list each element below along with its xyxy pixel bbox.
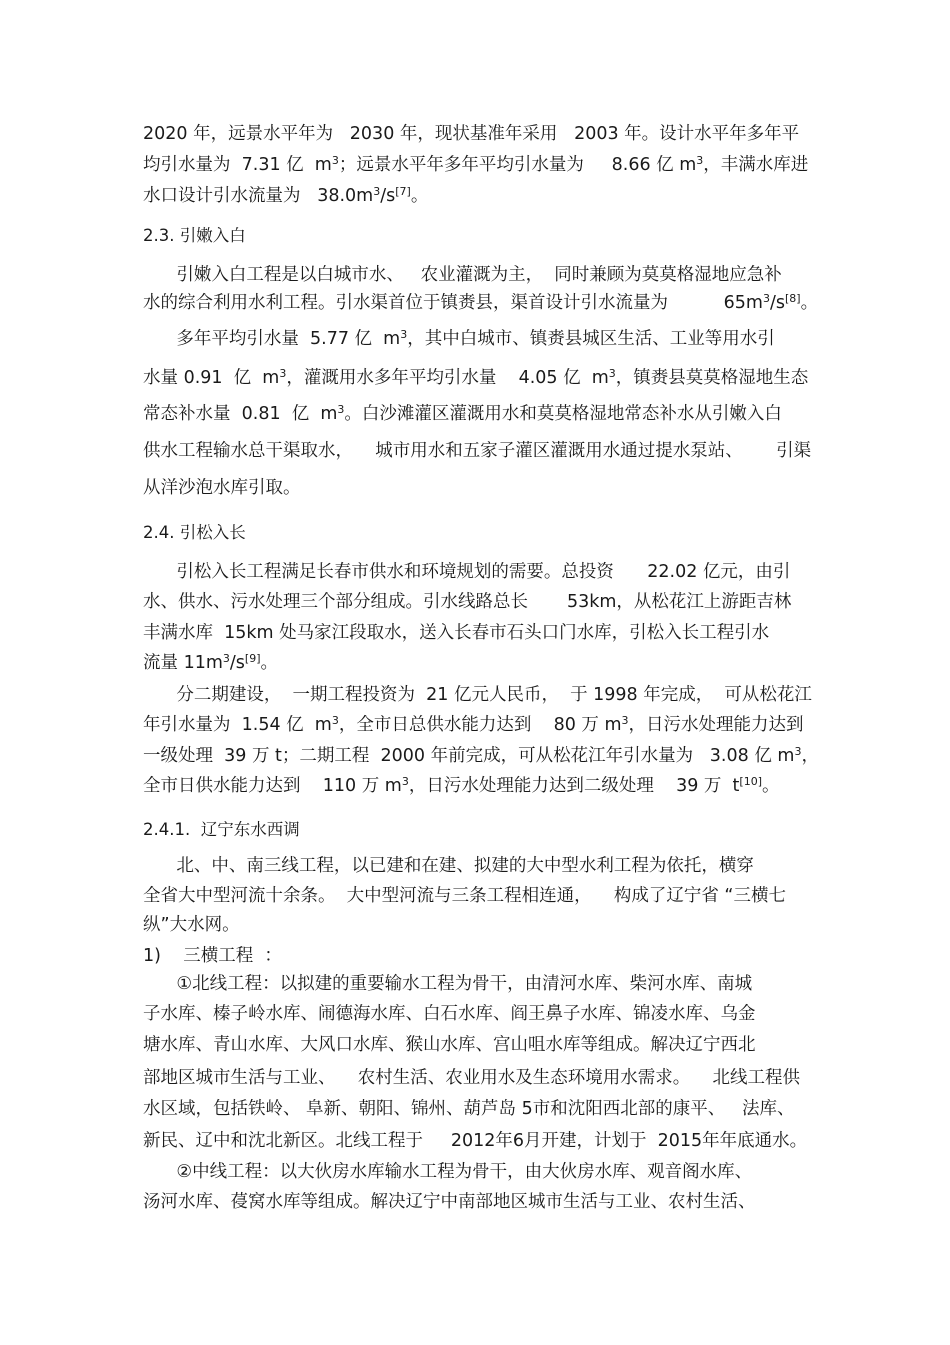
- text-line: 一级处理 39 万 t；二期工程 2000 年前完成，可从松花江年引水量为 3.08 亿 $m^3$，: [143, 745, 819, 766]
- text-line: 水、供水、污水处理三个部分组成。引水线路总长 53km，从松花江上游距吉林: [143, 592, 792, 612]
- text-line: 从洋沙泡水库引取。: [143, 478, 301, 498]
- text-line: 引松入长工程满足长春市供水和环境规划的需要。总投资 22.02 亿元，由引: [143, 562, 791, 582]
- text-line: 常态补水量 0.81 亿 $m^3$。白沙滩灌区灌溉用水和莫莫格湿地常态补水从引嫩入白: [143, 403, 782, 424]
- list-heading: 1) 三横工程 ：: [143, 946, 282, 966]
- text-line: 引嫩入白工程是以白城市水、 农业灌溉为主， 同时兼顾为莫莫格湿地应急补: [143, 265, 782, 285]
- text-line: 新民、辽中和沈北新区。北线工程于 2012年6月开建，计划于 2015年年底通水。: [143, 1131, 808, 1151]
- text-line: 丰满水库 15km 处马家江段取水，送入长春市石头口门水库，引松入长工程引水: [143, 623, 770, 643]
- text-line: 塘水库、青山水库、大风口水库、猴山水库、宫山咀水库等组成。解决辽宁西北: [143, 1035, 756, 1055]
- text-line: 部地区城市生活与工业、 农村生活、农业用水及生态环境用水需求。 北线工程供: [143, 1068, 800, 1088]
- text-line: 水量 0.91 亿 $m^3$，灌溉用水多年平均引水量 4.05 亿 $m^3$，镇赉县莫莫格湿地生态: [143, 367, 809, 388]
- text-line: 供水工程输水总干渠取水， 城市用水和五家子灌区灌溉用水通过提水泵站、 引渠: [143, 441, 812, 461]
- text-line: 水区域，包括铁岭、 阜新、朝阳、锦州、葫芦岛 5市和沈阳西北部的康平、 法库、: [143, 1099, 795, 1119]
- text-line: 水的综合利用水利工程。引水渠首位于镇赉县，渠首设计引水流量为 $65m^3/s[8]$。: [143, 292, 819, 313]
- text-line: ①北线工程：以拟建的重要输水工程为骨干，由清河水库、柴河水库、南城: [143, 974, 753, 994]
- text-line: 全市日供水能力达到 110 万 $m^3$，日污水处理能力达到二级处理 39 万 t[10]。: [143, 775, 780, 796]
- text-line: 年引水量为 1.54 亿 $m^3$，全市日总供水能力达到 80 万 $m^3$，日污水处理能力达到: [143, 714, 804, 735]
- section-heading: 2.4. 引松入长: [143, 523, 246, 542]
- text-line: 多年平均引水量 5.77 亿 $m^3$，其中白城市、镇赉县城区生活、工业等用水引: [143, 328, 775, 349]
- text-line: 分二期建设， 一期工程投资为 21 亿元人民币， 于 1998 年完成， 可从松花江: [143, 685, 812, 705]
- text-line: 流量 $11m^3/s[9]$。: [143, 652, 278, 673]
- text-line: 水口设计引水流量为 $38.0m^3/s[7]$。: [143, 185, 429, 206]
- text-line: 北、中、南三线工程，以已建和在建、拟建的大中型水利工程为依托，横穿: [143, 856, 754, 876]
- section-heading: 2.3. 引嫩入白: [143, 226, 246, 245]
- text-line: 纵”大水网。: [143, 915, 240, 935]
- text-line: 汤河水库、葠窝水库等组成。解决辽宁中南部地区城市生活与工业、农村生活、: [143, 1192, 756, 1212]
- section-heading: 2.4.1. 辽宁东水西调: [143, 820, 300, 839]
- text-line: 均引水量为 7.31 亿 $m^3$；远景水平年多年平均引水量为 8.66 亿 $m^3$，丰满水库进: [143, 154, 809, 175]
- text-line: 2020 年，远景水平年为 2030 年，现状基准年采用 2003 年。设计水平年多年平: [143, 124, 800, 144]
- text-line: 子水库、榛子岭水库、闹德海水库、白石水库、阎王鼻子水库、锦凌水库、乌金: [143, 1004, 756, 1024]
- text-line: ②中线工程：以大伙房水库输水工程为骨干，由大伙房水库、观音阁水库、: [143, 1162, 753, 1182]
- text-line: 全省大中型河流十余条。 大中型河流与三条工程相连通， 构成了辽宁省 “三横七: [143, 886, 787, 906]
